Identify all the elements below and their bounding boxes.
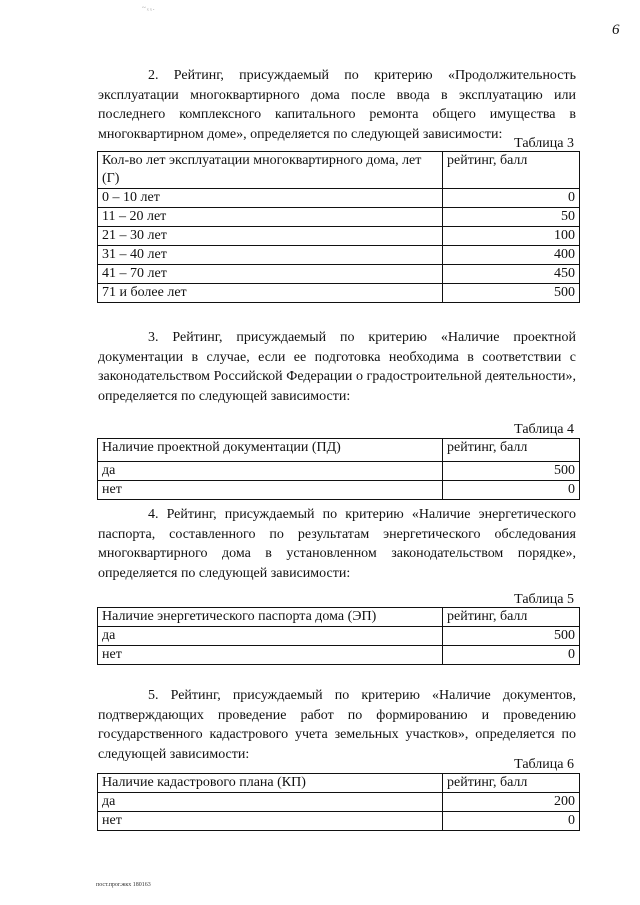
row-label: 21 – 30 лет <box>98 227 443 246</box>
row-value: 0 <box>443 481 580 500</box>
table-row <box>98 189 580 208</box>
section-2-text: 2. Рейтинг, присуждаемый по критерию «Продолжительность эксплуатации многоквартирного дома после ввода в эксплуатацию или последнего комплексного капитального ремонта общего имущества в многоквартирном доме», определяется по следующей зависимости: <box>98 68 576 142</box>
row-value: 500 <box>443 284 580 303</box>
table-3-caption: Таблица 3 <box>514 136 574 151</box>
table-row <box>98 208 580 227</box>
row-value: 500 <box>443 462 580 481</box>
row-label: да <box>98 627 443 646</box>
section-4-text: 4. Рейтинг, присуждаемый по критерию «Наличие энергетического паспорта, составленного по результатам энергетического обследования многоквартирного дома в установленном законодательством порядке», определяется по следующей зависимости: <box>98 507 576 581</box>
header-cell: Наличие энергетического паспорта дома (ЭП) <box>98 608 443 627</box>
page-number: 6 <box>612 22 620 38</box>
row-label: нет <box>98 481 443 500</box>
table-5 <box>97 607 580 665</box>
section-5-text: 5. Рейтинг, присуждаемый по критерию «Наличие документов, подтверждающих проведение работ по формированию и проведению государственного кадастрового учета земельных участков», определяется по следующей зависимости: <box>98 688 576 762</box>
table-row <box>98 246 580 265</box>
table-row <box>98 646 580 665</box>
header-cell: рейтинг, балл <box>443 774 580 793</box>
table-6-caption: Таблица 6 <box>514 757 574 772</box>
row-value: 50 <box>443 208 580 227</box>
table-row <box>98 284 580 303</box>
table-row <box>98 462 580 481</box>
header-cell: рейтинг, балл <box>443 152 580 189</box>
row-value: 0 <box>443 646 580 665</box>
row-value: 0 <box>443 189 580 208</box>
row-label: да <box>98 462 443 481</box>
row-label: 41 – 70 лет <box>98 265 443 284</box>
row-value: 500 <box>443 627 580 646</box>
scan-mark: ~ₓₓ. <box>142 4 156 12</box>
header-cell: Кол-во лет эксплуатации многоквартирного дома, лет (Г) <box>98 152 443 189</box>
row-value: 200 <box>443 793 580 812</box>
row-label: 71 и более лет <box>98 284 443 303</box>
row-value: 450 <box>443 265 580 284</box>
table-row <box>98 793 580 812</box>
table-header-row <box>98 774 580 793</box>
table-6 <box>97 773 580 831</box>
table-row <box>98 227 580 246</box>
table-header-row <box>98 439 580 462</box>
table-4 <box>97 438 580 500</box>
table-row <box>98 481 580 500</box>
table-row <box>98 627 580 646</box>
row-label: 0 – 10 лет <box>98 189 443 208</box>
header-cell: рейтинг, балл <box>443 608 580 627</box>
table-4-caption: Таблица 4 <box>514 422 574 437</box>
table-5-caption: Таблица 5 <box>514 592 574 607</box>
header-cell: рейтинг, балл <box>443 439 580 462</box>
row-label: да <box>98 793 443 812</box>
row-label: 11 – 20 лет <box>98 208 443 227</box>
section-3-text: 3. Рейтинг, присуждаемый по критерию «Наличие проектной документации в случае, если ее подготовка необходима в соответствии с законодательством Российской Федерации о градостроительной деятельности», определяется по следующей зависимости: <box>98 330 576 404</box>
row-value: 0 <box>443 812 580 831</box>
table-header-row <box>98 152 580 189</box>
row-value: 400 <box>443 246 580 265</box>
table-row <box>98 812 580 831</box>
header-cell: Наличие проектной документации (ПД) <box>98 439 443 462</box>
row-label: нет <box>98 646 443 665</box>
row-label: 31 – 40 лет <box>98 246 443 265</box>
table-3 <box>97 151 580 303</box>
row-value: 100 <box>443 227 580 246</box>
header-cell: Наличие кадастрового плана (КП) <box>98 774 443 793</box>
row-label: нет <box>98 812 443 831</box>
footer-note: пост.прог.жкх 180163 <box>96 882 151 888</box>
table-header-row <box>98 608 580 627</box>
table-row <box>98 265 580 284</box>
